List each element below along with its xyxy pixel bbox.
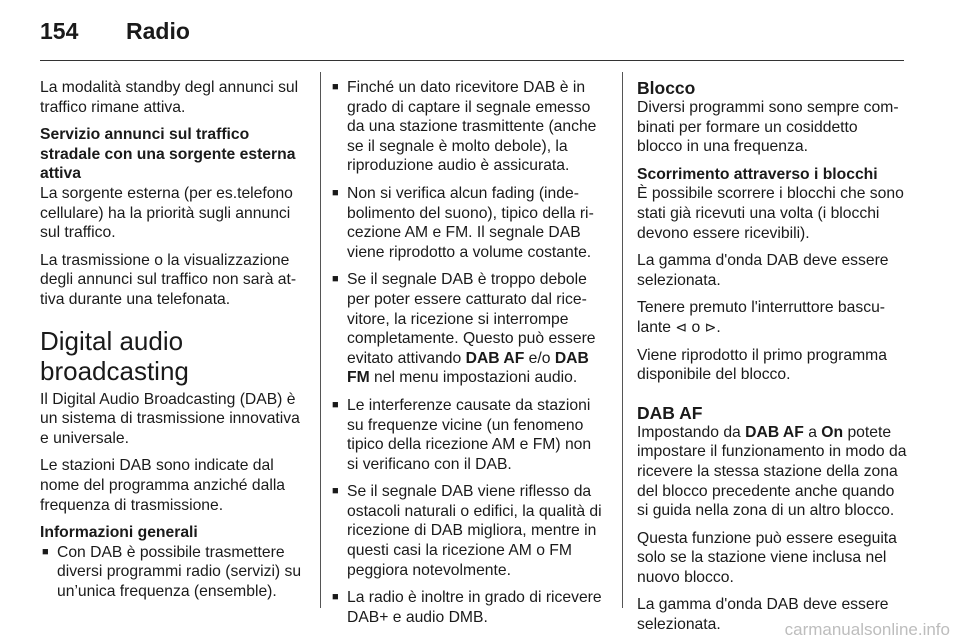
column-3 bbox=[637, 78, 907, 643]
paragraph: Diversi programmi sono sempre combinati per formare un cosiddetto blocco in una frequenza. bbox=[637, 99, 899, 156]
term-on: On bbox=[821, 423, 844, 441]
text-run: Se il segnale DAB è troppo debole per poter essere catturato dal ricevitore, la ricezione si interrompe completamente. Questo può essere evitato attivando bbox=[347, 271, 596, 367]
text-run: nel menu impostazioni audio. bbox=[369, 369, 578, 387]
seek-left-icon: ⊲ bbox=[675, 318, 688, 335]
term-dab-fm: DAB FM bbox=[347, 349, 589, 387]
text-run: e/o bbox=[524, 349, 555, 367]
list-item: ■ Le interferenze causate da stazioni su frequenze vicine (un fenomeno tipico della ricezione AM e FM) non si verificano con il DAB. bbox=[330, 396, 605, 474]
list-item bbox=[330, 270, 605, 388]
page-number: 154 bbox=[40, 18, 79, 44]
paragraph: La trasmissione o la visualizzazione degli annunci sul traffico non sarà attiva durante una telefonata. bbox=[40, 251, 297, 308]
paragraph: La modalità standby degl annunci sul traffico rimane attiva. bbox=[40, 79, 299, 116]
term-dab-af: DAB AF bbox=[465, 349, 525, 367]
paragraph: La gamma d'onda DAB deve essere selezionata. bbox=[637, 596, 889, 634]
subheading-block-scroll: Scorrimento attraverso i blocchi bbox=[637, 165, 878, 183]
list-item: ■ Non si verifica alcun fading (indebolimento del suono), tipico della ricezione AM e FM. Il segnale DAB viene riprodotto a volume costante. bbox=[330, 184, 605, 262]
paragraph: Il Digital Audio Broadcasting (DAB) è un sistema di trasmissione innovativa e universale. bbox=[40, 390, 300, 447]
term-dab-af: DAB AF bbox=[745, 423, 804, 441]
text-run: Impostando da bbox=[637, 423, 746, 441]
column-divider-2 bbox=[622, 72, 623, 608]
column-divider-1 bbox=[320, 72, 321, 608]
section-heading-blocco: Blocco bbox=[637, 78, 696, 98]
paragraph: Questa funzione può essere eseguita solo se la stazione viene inclusa nel nuovo blocco. bbox=[637, 529, 897, 586]
list-item: ■ Finché un dato ricevitore DAB è in grado di captare il segnale emesso da una stazione trasmittente (anche se il segnale è molto debole), la riproduzione audio è assicurata. bbox=[330, 78, 605, 176]
text-run: a bbox=[803, 423, 822, 441]
paragraph: La sorgente esterna (per es.telefono cellulare) ha la priorità sugli annunci sul traffico. bbox=[40, 184, 293, 242]
header-divider bbox=[40, 60, 904, 61]
bullet-list bbox=[330, 78, 605, 627]
paragraph: È possibile scorrere i blocchi che sono stati già ricevuti una volta (i blocchi devono essere ricevibili). bbox=[637, 185, 904, 242]
paragraph bbox=[637, 423, 907, 521]
text-run: potete impostare il funzionamento in modo da ricevere la stessa stazione della zona del blocco precedente anche quando si guida nella zona di un altro blocco. bbox=[637, 423, 907, 520]
column-2 bbox=[330, 78, 605, 635]
text-run: Tenere premuto l'interruttore basculante bbox=[637, 299, 886, 336]
column-1 bbox=[40, 78, 306, 609]
text-run: o bbox=[687, 318, 705, 336]
paragraph: Viene riprodotto il primo programma disponibile del blocco. bbox=[637, 346, 887, 384]
bullet-list bbox=[40, 543, 306, 602]
watermark: carmanualsonline.info bbox=[784, 620, 950, 639]
section-heading-dab-af: DAB AF bbox=[637, 402, 703, 423]
seek-right-icon: ⊳ bbox=[704, 318, 717, 335]
section-heading-dab: Digital audio broadcasting bbox=[40, 325, 189, 386]
list-item: ■ Se il segnale DAB viene riflesso da ostacoli naturali o edifici, la qualità di ricezione di DAB migliora, mentre in questi casi la ricezione AM o FM peggiora notevolmente. bbox=[330, 482, 605, 580]
subheading-general-info: Informazioni generali bbox=[40, 524, 198, 542]
text-run: . bbox=[716, 318, 721, 336]
page-title: Radio bbox=[126, 18, 190, 44]
paragraph bbox=[637, 298, 907, 337]
paragraph: La gamma d'onda DAB deve essere selezionata. bbox=[637, 252, 889, 289]
list-item: ■ Con DAB è possibile trasmettere diversi programmi radio (servizi) su un’unica frequenza (ensemble). bbox=[40, 543, 306, 602]
subheading-traffic-external: Servizio annunci sul traffico stradale con una sorgente esterna attiva bbox=[40, 126, 296, 183]
paragraph: Le stazioni DAB sono indicate dal nome del programma anziché dalla frequenza di trasmissione. bbox=[40, 457, 286, 514]
list-item: ■ La radio è inoltre in grado di ricevere DAB+ e audio DMB. bbox=[330, 588, 605, 627]
